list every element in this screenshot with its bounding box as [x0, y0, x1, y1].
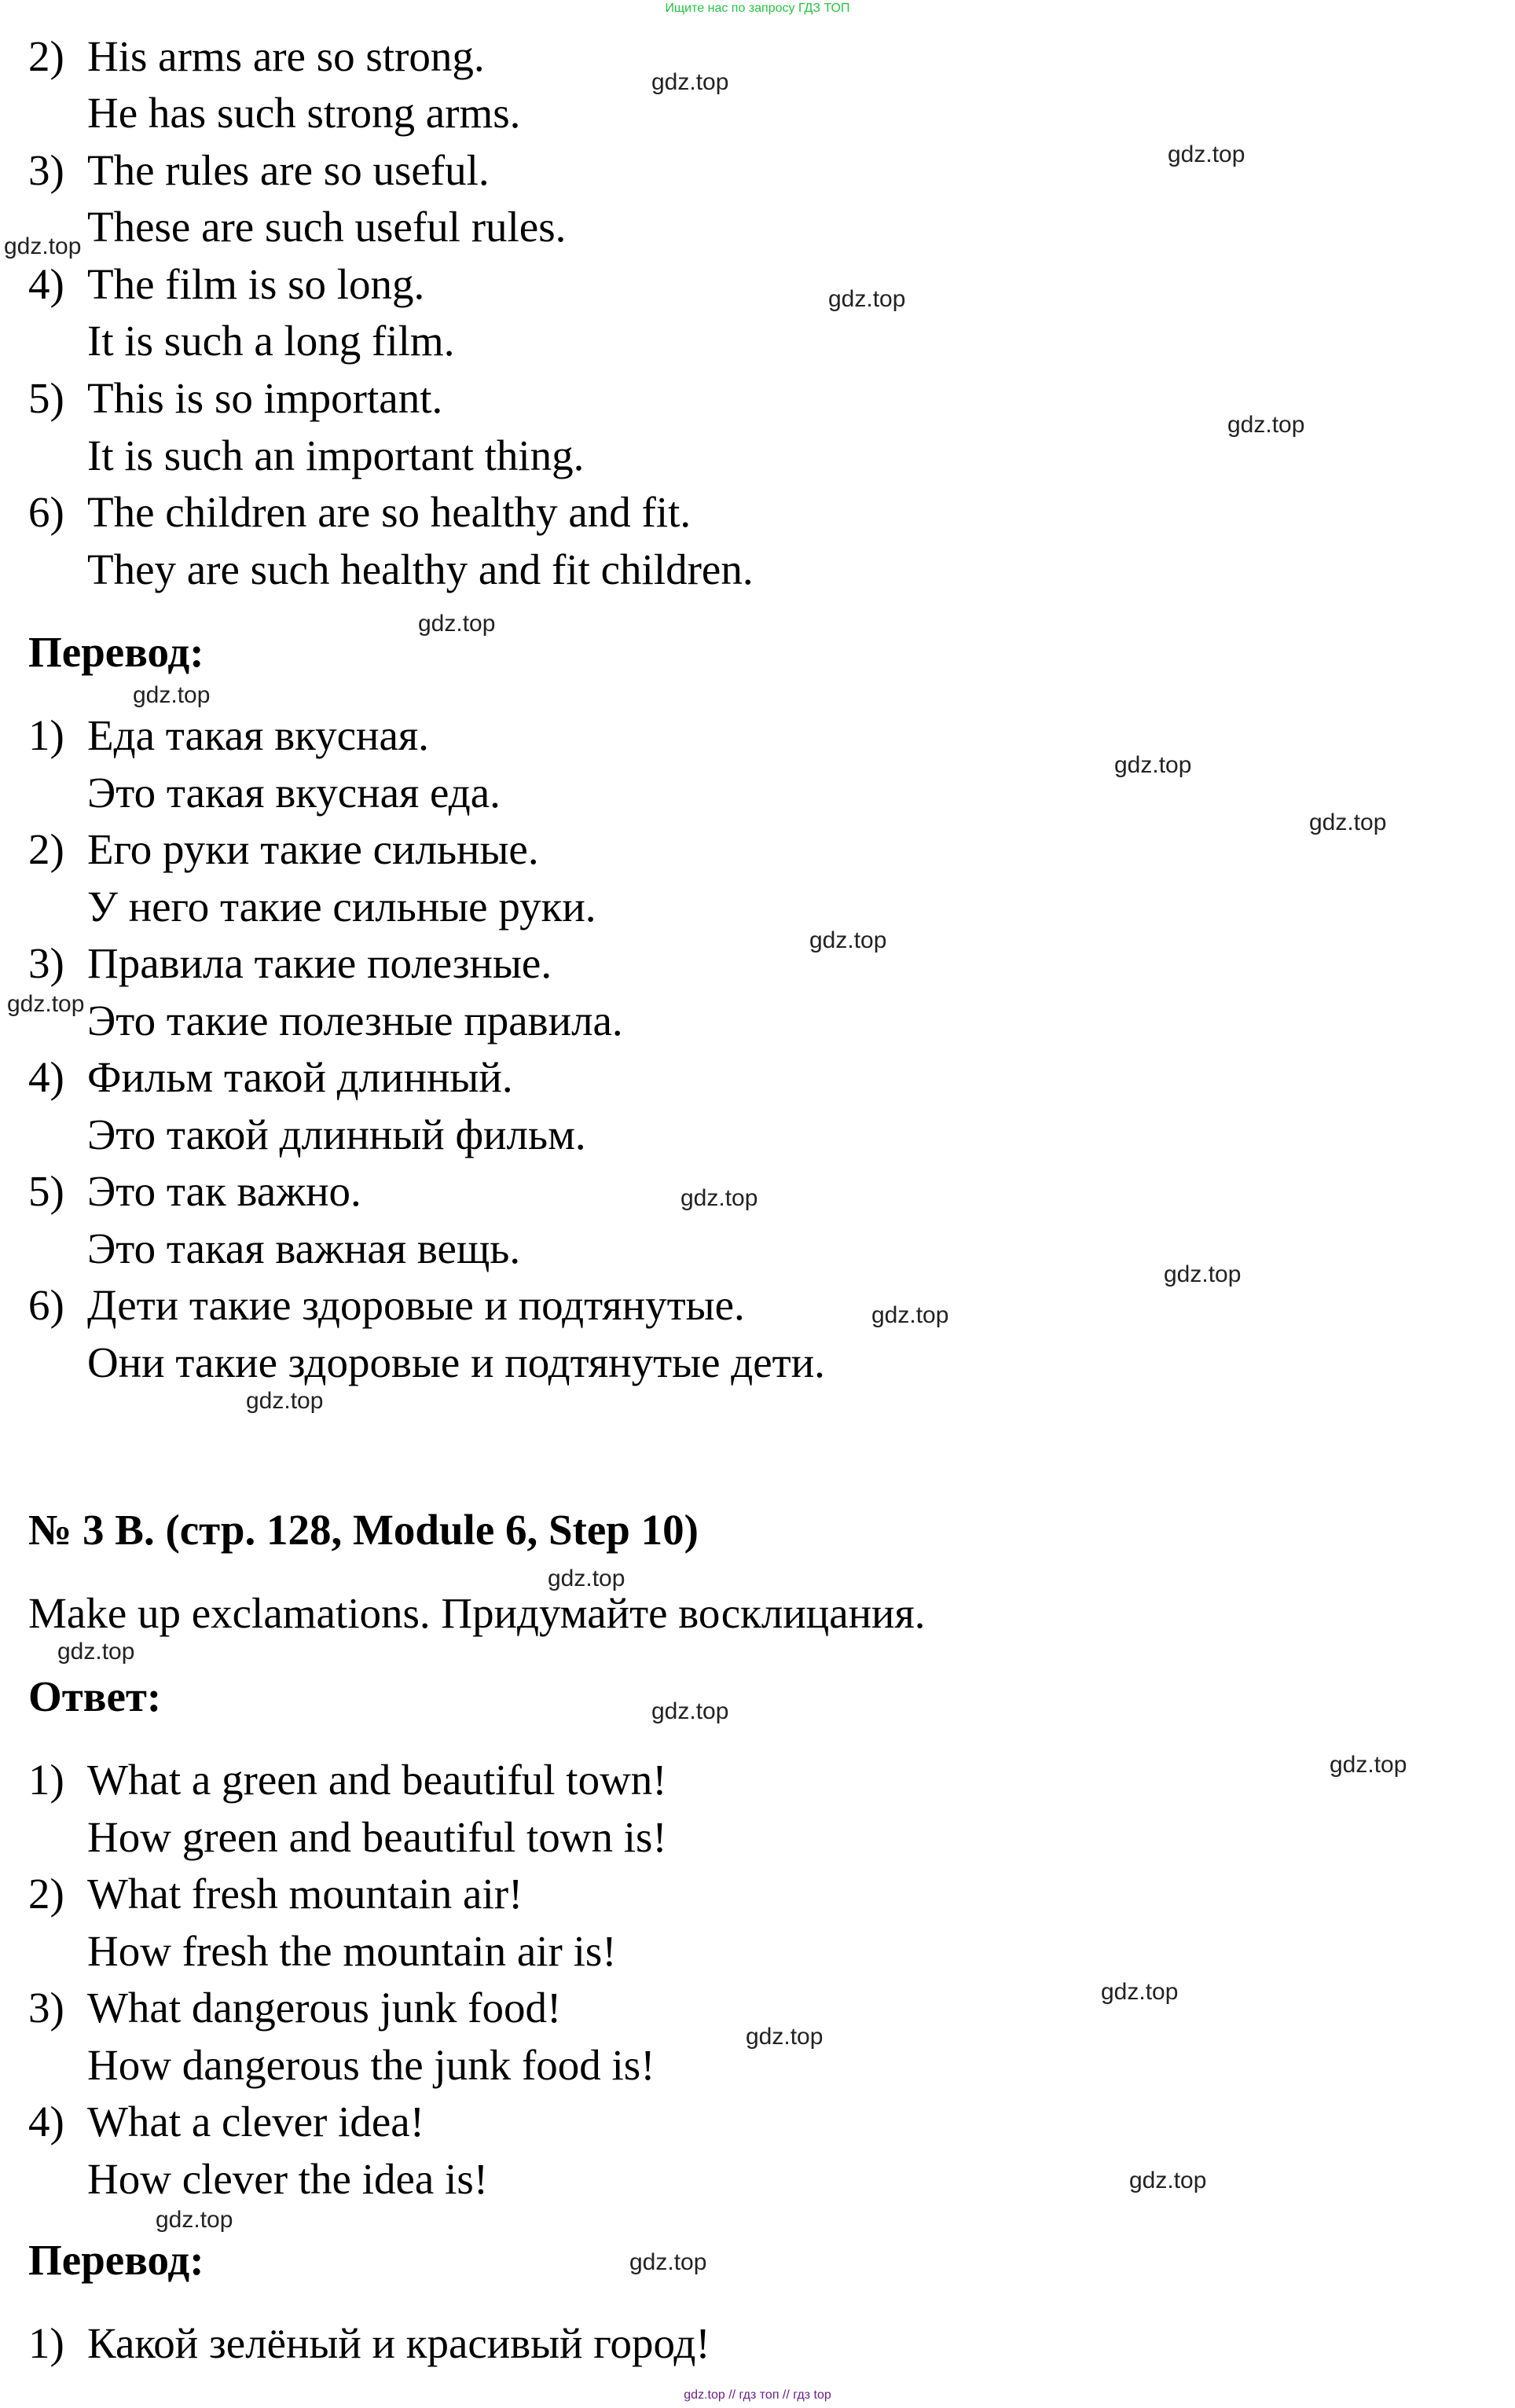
- watermark: gdz.top: [1168, 141, 1245, 167]
- list-item-text: Какой зелёный и красивый город!: [87, 2319, 710, 2367]
- watermark: gdz.top: [629, 2249, 707, 2275]
- list-item-text: Еда такая вкусная.: [87, 711, 429, 759]
- watermark: gdz.top: [246, 1388, 324, 1414]
- list-item-text: His arms are so strong.: [87, 32, 485, 80]
- watermark: gdz.top: [1129, 2168, 1207, 2193]
- watermark: gdz.top: [651, 1698, 729, 1724]
- top-banner: Ищите нас по запросу ГДЗ ТОП: [665, 2, 850, 15]
- watermark: gdz.top: [828, 286, 906, 312]
- list-item-text: What a green and beautiful town!: [87, 1756, 667, 1804]
- section-title: № 3 B. (стр. 128, Module 6, Step 10): [28, 1506, 699, 1554]
- list-item-text: Это так важно.: [87, 1167, 361, 1215]
- list-item-text: What fresh mountain air!: [87, 1870, 523, 1918]
- watermark: gdz.top: [7, 991, 85, 1017]
- watermark: gdz.top: [4, 233, 82, 259]
- list-item-text: Дети такие здоровые и подтянутые.: [87, 1281, 745, 1329]
- list-item-text: The film is so long.: [87, 260, 425, 308]
- list-item-text: What dangerous junk food!: [87, 1984, 562, 2032]
- list-item-text: What a clever idea!: [87, 2098, 425, 2146]
- watermark: gdz.top: [1309, 809, 1387, 835]
- answer-heading: Ответ:: [28, 1672, 162, 1720]
- list-item-text: Его руки такие сильные.: [87, 825, 539, 873]
- watermark: gdz.top: [1330, 1752, 1407, 1778]
- watermark: gdz.top: [1164, 1261, 1242, 1287]
- list-item-text: Фильм такой длинный.: [87, 1053, 513, 1101]
- watermark: gdz.top: [57, 1639, 135, 1665]
- watermark: gdz.top: [680, 1185, 758, 1211]
- watermark: gdz.top: [418, 611, 496, 637]
- watermark: gdz.top: [871, 1302, 949, 1328]
- watermark: gdz.top: [651, 69, 729, 95]
- watermark: gdz.top: [133, 682, 211, 708]
- list-item-text: Правила такие полезные.: [87, 939, 552, 987]
- bottom-banner: gdz.top // гдз топ // гдз top: [684, 2388, 831, 2402]
- watermark: gdz.top: [1101, 1979, 1179, 2005]
- watermark: gdz.top: [548, 1566, 625, 1591]
- translation-heading: Перевод:: [28, 628, 204, 676]
- task-text: Make up exclamations. Придумайте восклицания.: [28, 1589, 926, 1637]
- list-item-text: This is so important.: [87, 374, 443, 422]
- watermark: gdz.top: [1227, 412, 1305, 438]
- translation-heading: Перевод:: [28, 2236, 204, 2284]
- list-item-text: The children are so healthy and fit.: [87, 488, 691, 536]
- watermark: gdz.top: [1114, 752, 1192, 778]
- watermark: gdz.top: [809, 927, 887, 953]
- watermark: gdz.top: [156, 2207, 233, 2233]
- list-item-text: The rules are so useful.: [87, 146, 490, 194]
- watermark: gdz.top: [746, 2024, 824, 2050]
